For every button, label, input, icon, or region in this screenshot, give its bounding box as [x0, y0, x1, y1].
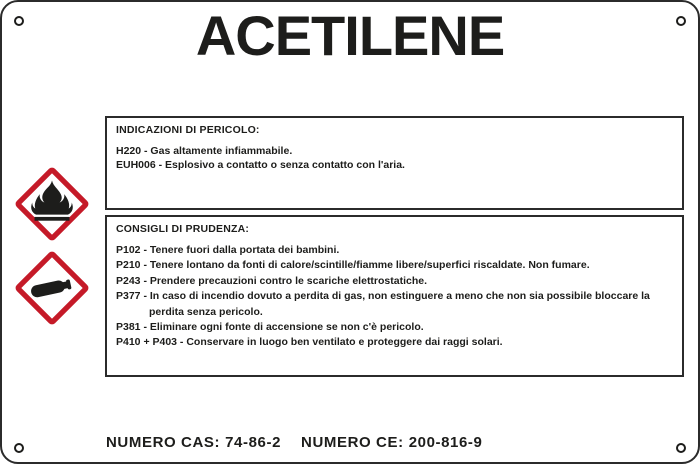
ce-number-value: 200-816-9 [408, 434, 483, 451]
substance-title: ACETILENE [195, 4, 505, 67]
cas-number [106, 434, 281, 451]
hazard-statement: EUH006 - Esplosivo a contatto o senza contatto con l'aria. [116, 159, 405, 171]
gas-cylinder-icon [14, 250, 90, 326]
registry-numbers [106, 434, 482, 451]
precaution-statement: P210 - Tenere lontano da fonti di calore/scintille/fiamme libere/superfici riscaldate. Non fumare. [116, 259, 590, 272]
mounting-hole-bottom-left [14, 443, 24, 453]
cas-number-label: NUMERO CAS: [106, 434, 221, 451]
mounting-hole-bottom-right [676, 443, 686, 453]
precaution-statement: P410 + P403 - Conservare in luogo ben ventilato e proteggere dai raggi solari. [116, 336, 503, 349]
precautionary-statements-box [105, 215, 684, 377]
flame-icon [14, 166, 90, 242]
precaution-statement: P381 - Eliminare ogni fonte di accensione se non c'è pericolo. [116, 321, 424, 334]
ce-number-label: NUMERO CE: [301, 434, 404, 451]
hazard-statements-box [105, 116, 684, 210]
hazard-statement: H220 - Gas altamente infiammabile. [116, 145, 293, 157]
hazard-box-heading: INDICAZIONI DI PERICOLO: [116, 124, 260, 136]
cas-number-value: 74-86-2 [225, 434, 282, 451]
precaution-statement: P102 - Tenere fuori dalla portata dei bambini. [116, 244, 340, 256]
precaution-statement: P377 - In caso di incendio dovuto a perdita di gas, non estinguere a meno che non sia possibile bloccare la perdita senza pericolo. [116, 290, 650, 318]
precaution-box-heading: CONSIGLI DI PRUDENZA: [116, 223, 250, 235]
precaution-statement: P243 - Prendere precauzioni contro le scariche elettrostatiche. [116, 274, 428, 287]
ce-number [301, 434, 482, 451]
